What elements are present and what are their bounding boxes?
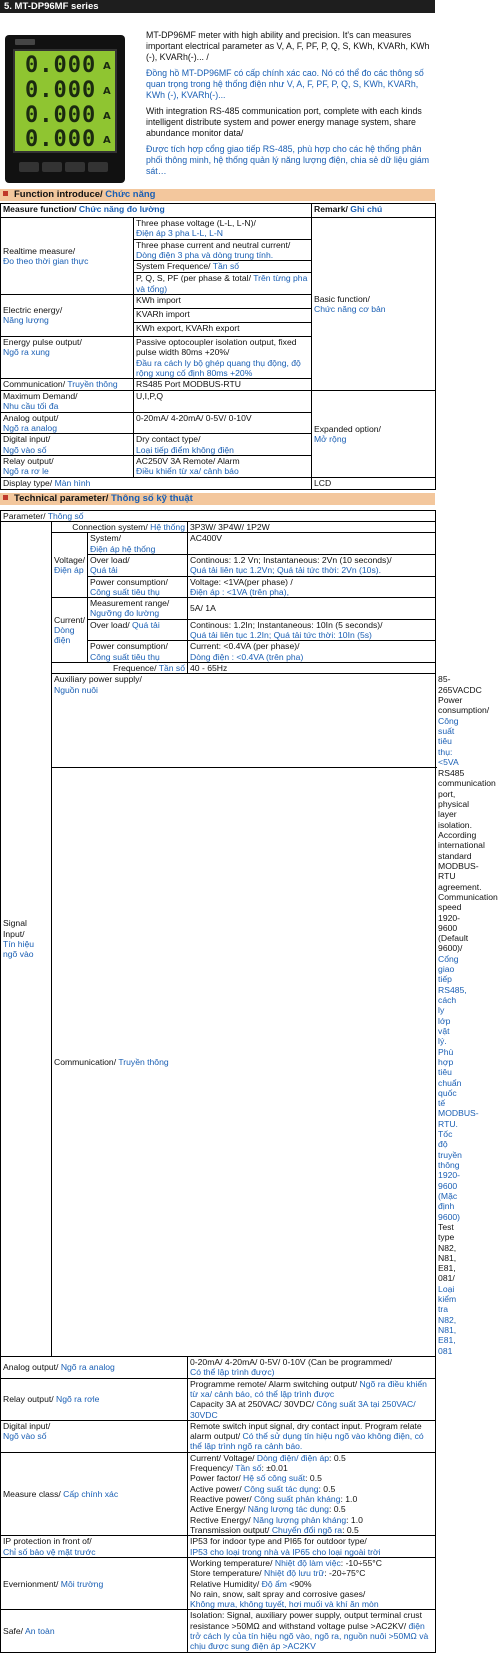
communication-desc: RS485 Port MODBUS-RTU <box>134 379 312 391</box>
intro-en-2: With integration RS-485 communication port, complete with each kinds intelligent distribute system and power energy manage system, share abundance monitor data/ <box>146 105 422 138</box>
current-label: Current/ Dòng điện <box>52 598 88 663</box>
lcd-unit-1: A <box>103 61 111 72</box>
max-demand-desc: U,I,P,Q <box>134 391 312 413</box>
energy-kvarh-import: KVARh import <box>134 308 312 322</box>
function-table <box>0 203 436 490</box>
display-type-desc: LCD <box>312 477 436 489</box>
electric-energy-label: Electric energy/ Năng lượng <box>1 294 134 336</box>
energy-export: KWh export, KVARh export <box>134 322 312 336</box>
voltage-power-consumption-label: Power consumption/ Công suất tiêu thụ <box>88 576 188 598</box>
voltage-overload-value: Continous: 1.2 Vn; Instantaneous: 2Vn (10 seconds)/ Quá tải liên tục 1.2Vn; Quá tải tức thời: 2Vn (10s). <box>188 554 436 576</box>
measure-class-value: Current/ Voltage/ Dòng điện/ điện áp: 0.5 Frequency/ Tần số: ±0.01 Power factor/ Hệ số công suất: 0.5 Active power/ Công suất tác dụng: 0.5 Reactive power/ Công suất phản kháng: 1.0 Active Energy/ Năng lượng tác dụng: 0.5 Rective Energy/ Năng lượng phản kháng: 1.0 Transmission output/ Chuyển đổi ngõ ra: 0.5 <box>188 1452 436 1536</box>
meter-product-image <box>5 35 125 183</box>
relay-output-desc: AC250V 3A Remote/ Alarm Điều khiển từ xa/ cảnh báo <box>134 456 312 478</box>
current-power-consumption-label: Power consumption/ Công suất tiêu thụ <box>88 641 188 663</box>
tech-digital-input-label: Digital input/ Ngõ vào số <box>1 1420 188 1452</box>
safe-label: Safe/ An toàn <box>1 1610 188 1652</box>
tech-communication-label: Communication/ Truyền thông <box>52 768 436 1357</box>
frequency-label: Frequence/ Tần số <box>52 663 188 674</box>
product-header <box>0 13 435 189</box>
meter-button <box>88 162 108 172</box>
rt-current: Three phase current and neutral current/ Dòng điện 3 pha và dòng trung tính. <box>134 239 312 261</box>
meter-brand-logo <box>15 39 35 45</box>
basic-function-remark: Basic function/ Chức năng cơ bản <box>312 218 436 391</box>
analog-output-desc: 0-20mA/ 4-20mA/ 0-5V/ 0-10V <box>134 412 312 434</box>
energy-kwh-import: KWh import <box>134 294 312 308</box>
intro-text <box>146 30 432 182</box>
tech-param-table: Parameter/ Thông số Signal Input/ Tín hiệu ngõ vào Connection system/ Hệ thống 3P3W/ 3P4W/ 1P2W Voltage/ Điện áp System/ Điện áp hệ thống AC400V Over load/ Quá tải Continous: 1.2 Vn; Instantaneous: 2Vn (10 seconds)/ Quá tải liên tục 1.2Vn; Quá tải tức thời: 2Vn (10s). Power consumption/ Công suất tiêu thụ Voltage: <1VA(per phase) / Điện áp : <1VA (trên pha), Current/ Dòng điện Measurement range/ Ngưỡng đo lường 5A/ 1A Over load/ Quá tải Continous: 1.2In; Instantaneous: 10In (5 seconds)/ Quá tải liên tục 1.2In; Quá tải tức thời: 10In (5s) Power consumption/ Công suất tiêu thụ Current: <0.4VA (per phase)/ Dòng điện : <0.4VA (trên pha) Frequence/ Tần số 40 - 65Hz Auxiliary power supply/ Nguồn nuôi 85-265VACDC Power consumption/ Công suất tiêu thụ: <5VA Communication/ Truyền thông RS485 communication port, physical layer isolation. According international standard MODBUS-RTU agreement. Communication speed 1920-9600 (Default 9600)/ Cổng giao tiếp RS485, cách ly lớp vật lý. Phù hợp tiêu chuẩn quốc tế MODBUS-RTU. Tốc độ truyền thông 1920-9600 (Mặc định 9600) Test type N82, N81, E81, 081/ Loại kiểm tra N82, N81, E81, 081 Analog output/ Ngõ ra analog 0-20mA/ 4-20mA/ 0-5V/ 0-10V (Can be programmed/ Có thể lập trình được) Relay output/ Ngõ ra rơle Programme remote/ Alarm switching output/ Ngõ ra điều khiển từ xa/ cảnh báo, có thể lập trình được Capacity 3A at 250VAC/ 30VDC/ Công suất 3A tại 250VAC/ 30VDC Digital input/ Ngõ vào số Remote switch input signal, dry contact input. Program relate alarm output/ Có thể sử dụng tín hiệu ngõ vào không điện, có thể lập trình ngõ ra cảnh báo. Measure class/ Cấp chính xác Current/ Voltage/ Dòng điện/ điện áp: 0.5 Frequency/ Tần số: ±0.01 Power factor/ Hệ số công suất: 0.5 Active power/ Công suất tác dụng: 0.5 Reactive power/ Công suất phản kháng: 1.0 Active Energy/ Năng lượng tác dụng: 0.5 Rective Energy/ Năng lượng phản kháng: 1.0 Transmission output/ Chuyển đổi ngõ ra: 0.5 IP protection in front of/ Chỉ số bảo vệ mặt trước IP53 for indoor type and PI65 for outdoor type/ IP53 cho loại trong nhà và IP65 cho loại ngoài trời Evernionment/ Môi trường Working temperature/ Nhiệt độ làm việc: -10÷55°C Store temperature/ Nhiệt độ lưu trữ: -20÷75°C Relative Humidity/ Độ ẩm <90% No rain, snow, salt spray and corrosive gases/ Không mưa, không tuyết, hơi muối và khí ăn mòn Safe/ An toàn Isolation: Signal, auxiliary power supply, output terminal crust resistance >50MΩ and withstand voltage pulse >AC2KV/ điện trở cách ly của tín hiệu ngõ vào, ngõ ra, nguồn nuôi >50MΩ và chịu được sung điện áp >AC2KV <box>0 510 436 1653</box>
max-demand-label: Maximum Demand/ Nhu cầu tối đa <box>1 391 134 413</box>
measurement-range-value: 5A/ 1A <box>188 598 436 620</box>
lcd-unit-3: A <box>103 111 111 122</box>
intro-vi-2: Được tích hợp cổng giao tiếp RS-485, phù hợp cho các hệ thống phân phối thông minh, hệ thống quản lý năng lượng điện, chia sẻ dữ liệu giám sát… <box>146 143 430 176</box>
energy-pulse-label: Energy pulse output/ Ngõ ra xung <box>1 336 134 378</box>
system-voltage-value: AC400V <box>188 533 436 555</box>
lcd-unit-4: A <box>103 135 111 146</box>
realtime-measure-label: Realtime measure/ Đo theo thời gian thực <box>1 218 134 295</box>
lcd-unit-2: A <box>103 86 111 97</box>
expanded-option-remark: Expanded option/ Mở rộng <box>312 391 436 478</box>
lcd-row-4: 0.000 <box>25 127 97 152</box>
bullet-square-icon <box>3 191 8 196</box>
energy-pulse-desc: Passive optocoupler isolation output, fixed pulse width 80ms +20%/ Đầu ra cách ly bộ ghép quang thụ động, độ rộng xung cố định 80ms +20% <box>134 336 312 378</box>
measurement-range-label: Measurement range/ Ngưỡng đo lường <box>88 598 188 620</box>
lcd-row-3: 0.000 <box>25 103 97 128</box>
parameter-header: Parameter/ Thông số <box>1 510 436 521</box>
intro-vi-1: Đồng hồ MT-DP96MF có cấp chính xác cao. Nó có thể đo các thông số quan trọng trong hệ thống điện như V, A, F, PF, P, Q, S, KWh, KVARh, KWh (-), KVARh(-)... <box>146 67 424 100</box>
safe-value: Isolation: Signal, auxiliary power supply, output terminal crust resistance >50MΩ and withstand voltage pulse >AC2KV/ điện trở cách ly của tín hiệu ngõ vào, ngõ ra, nguồn nuôi >50MΩ và chịu được sung điện áp >AC2KV <box>188 1610 436 1652</box>
lcd-row-2: 0.000 <box>25 78 97 103</box>
voltage-label: Voltage/ Điện áp <box>52 533 88 598</box>
current-overload-value: Continous: 1.2In; Instantaneous: 10In (5 seconds)/ Quá tải liên tục 1.2In; Quá tải tức thời: 10In (5s) <box>188 619 436 641</box>
measure-class-label: Measure class/ Cấp chính xác <box>1 1452 188 1536</box>
rt-power: P, Q, S, PF (per phase & total/ Trên từng pha và tổng) <box>134 273 312 295</box>
lcd-row-1: 0.000 <box>25 53 97 78</box>
bullet-square-icon <box>3 495 8 500</box>
tech-relay-output-value: Programme remote/ Alarm switching output/ Ngõ ra điều khiển từ xa/ cảnh báo, có thể lập trình được Capacity 3A at 250VAC/ 30VDC/ Công suất 3A tại 250VAC/ 30VDC <box>188 1378 436 1420</box>
voltage-power-consumption-value: Voltage: <1VA(per phase) / Điện áp : <1VA (trên pha), <box>188 576 436 598</box>
relay-output-label: Relay output/ Ngõ ra rơ le <box>1 456 134 478</box>
tech-analog-output-value: 0-20mA/ 4-20mA/ 0-5V/ 0-10V (Can be programmed/ Có thể lập trình được) <box>188 1356 436 1378</box>
system-voltage-label: System/ Điện áp hệ thống <box>88 533 188 555</box>
ip-protection-label: IP protection in front of/ Chỉ số bảo vệ mặt trước <box>1 1536 188 1558</box>
function-section-title: Function introduce/ Chức năng <box>0 189 435 201</box>
environment-value: Working temperature/ Nhiệt độ làm việc: -10÷55°C Store temperature/ Nhiệt độ lưu trữ: -20÷75°C Relative Humidity/ Độ ẩm <90% No rain, snow, salt spray and corrosive gases/ Không mưa, không tuyết, hơi muối và khí ăn mòn <box>188 1557 436 1610</box>
voltage-overload-label: Over load/ Quá tải <box>88 554 188 576</box>
frequency-value: 40 - 65Hz <box>188 663 436 674</box>
measure-function-header: Measure function/ Chức năng đo lường <box>1 204 312 218</box>
meter-buttons <box>19 162 111 174</box>
connection-system-value: 3P3W/ 3P4W/ 1P2W <box>188 521 436 532</box>
tech-analog-output-label: Analog output/ Ngõ ra analog <box>1 1356 188 1378</box>
rt-voltage: Three phase voltage (L-L, L-N)/ Điện áp 3 pha L-L, L-N <box>134 218 312 240</box>
aux-power-label: Auxiliary power supply/ Nguồn nuôi <box>52 674 436 768</box>
digital-input-label: Digital input/ Ngõ vào số <box>1 434 134 456</box>
meter-button <box>42 162 62 172</box>
rt-frequency: System Frequence/ Tần số <box>134 261 312 273</box>
meter-button <box>19 162 39 172</box>
meter-button <box>65 162 85 172</box>
meter-lcd-screen <box>13 49 117 153</box>
current-power-consumption-value: Current: <0.4VA (per phase)/ Dòng điện : <0.4VA (trên pha) <box>188 641 436 663</box>
tech-digital-input-value: Remote switch input signal, dry contact input. Program relate alarm output/ Có thể sử dụng tín hiệu ngõ vào không điện, có thể lập trình ngõ ra cảnh báo. <box>188 1420 436 1452</box>
communication-label: Communication/ Truyền thông <box>1 379 134 391</box>
remark-header: Remark/ Ghi chú <box>312 204 436 218</box>
analog-output-label: Analog output/ Ngõ ra analog <box>1 412 134 434</box>
tech-section-title: Technical parameter/ Thông số kỹ thuật <box>0 493 435 505</box>
environment-label: Evernionment/ Môi trường <box>1 1557 188 1610</box>
display-type-label: Display type/ Màn hình <box>1 477 312 489</box>
ip-protection-value: IP53 for indoor type and PI65 for outdoor type/ IP53 cho loại trong nhà và IP65 cho loại ngoài trời <box>188 1536 436 1558</box>
series-title: 5. MT-DP96MF series <box>0 0 435 13</box>
tech-relay-output-label: Relay output/ Ngõ ra rơle <box>1 1378 188 1420</box>
connection-system-label: Connection system/ Hệ thống <box>52 521 188 532</box>
current-overload-label: Over load/ Quá tải <box>88 619 188 641</box>
signal-input-label: Signal Input/ Tín hiệu ngõ vào <box>1 521 52 1356</box>
intro-en-1: MT-DP96MF meter with high ability and precision. It's can measures important electrical parameter as V, A, F, PF, P, Q, S, KWh, KVARh, KWh (-), KVARh(-)... / <box>146 30 430 62</box>
digital-input-desc: Dry contact type/ Loại tiếp điểm không điện <box>134 434 312 456</box>
